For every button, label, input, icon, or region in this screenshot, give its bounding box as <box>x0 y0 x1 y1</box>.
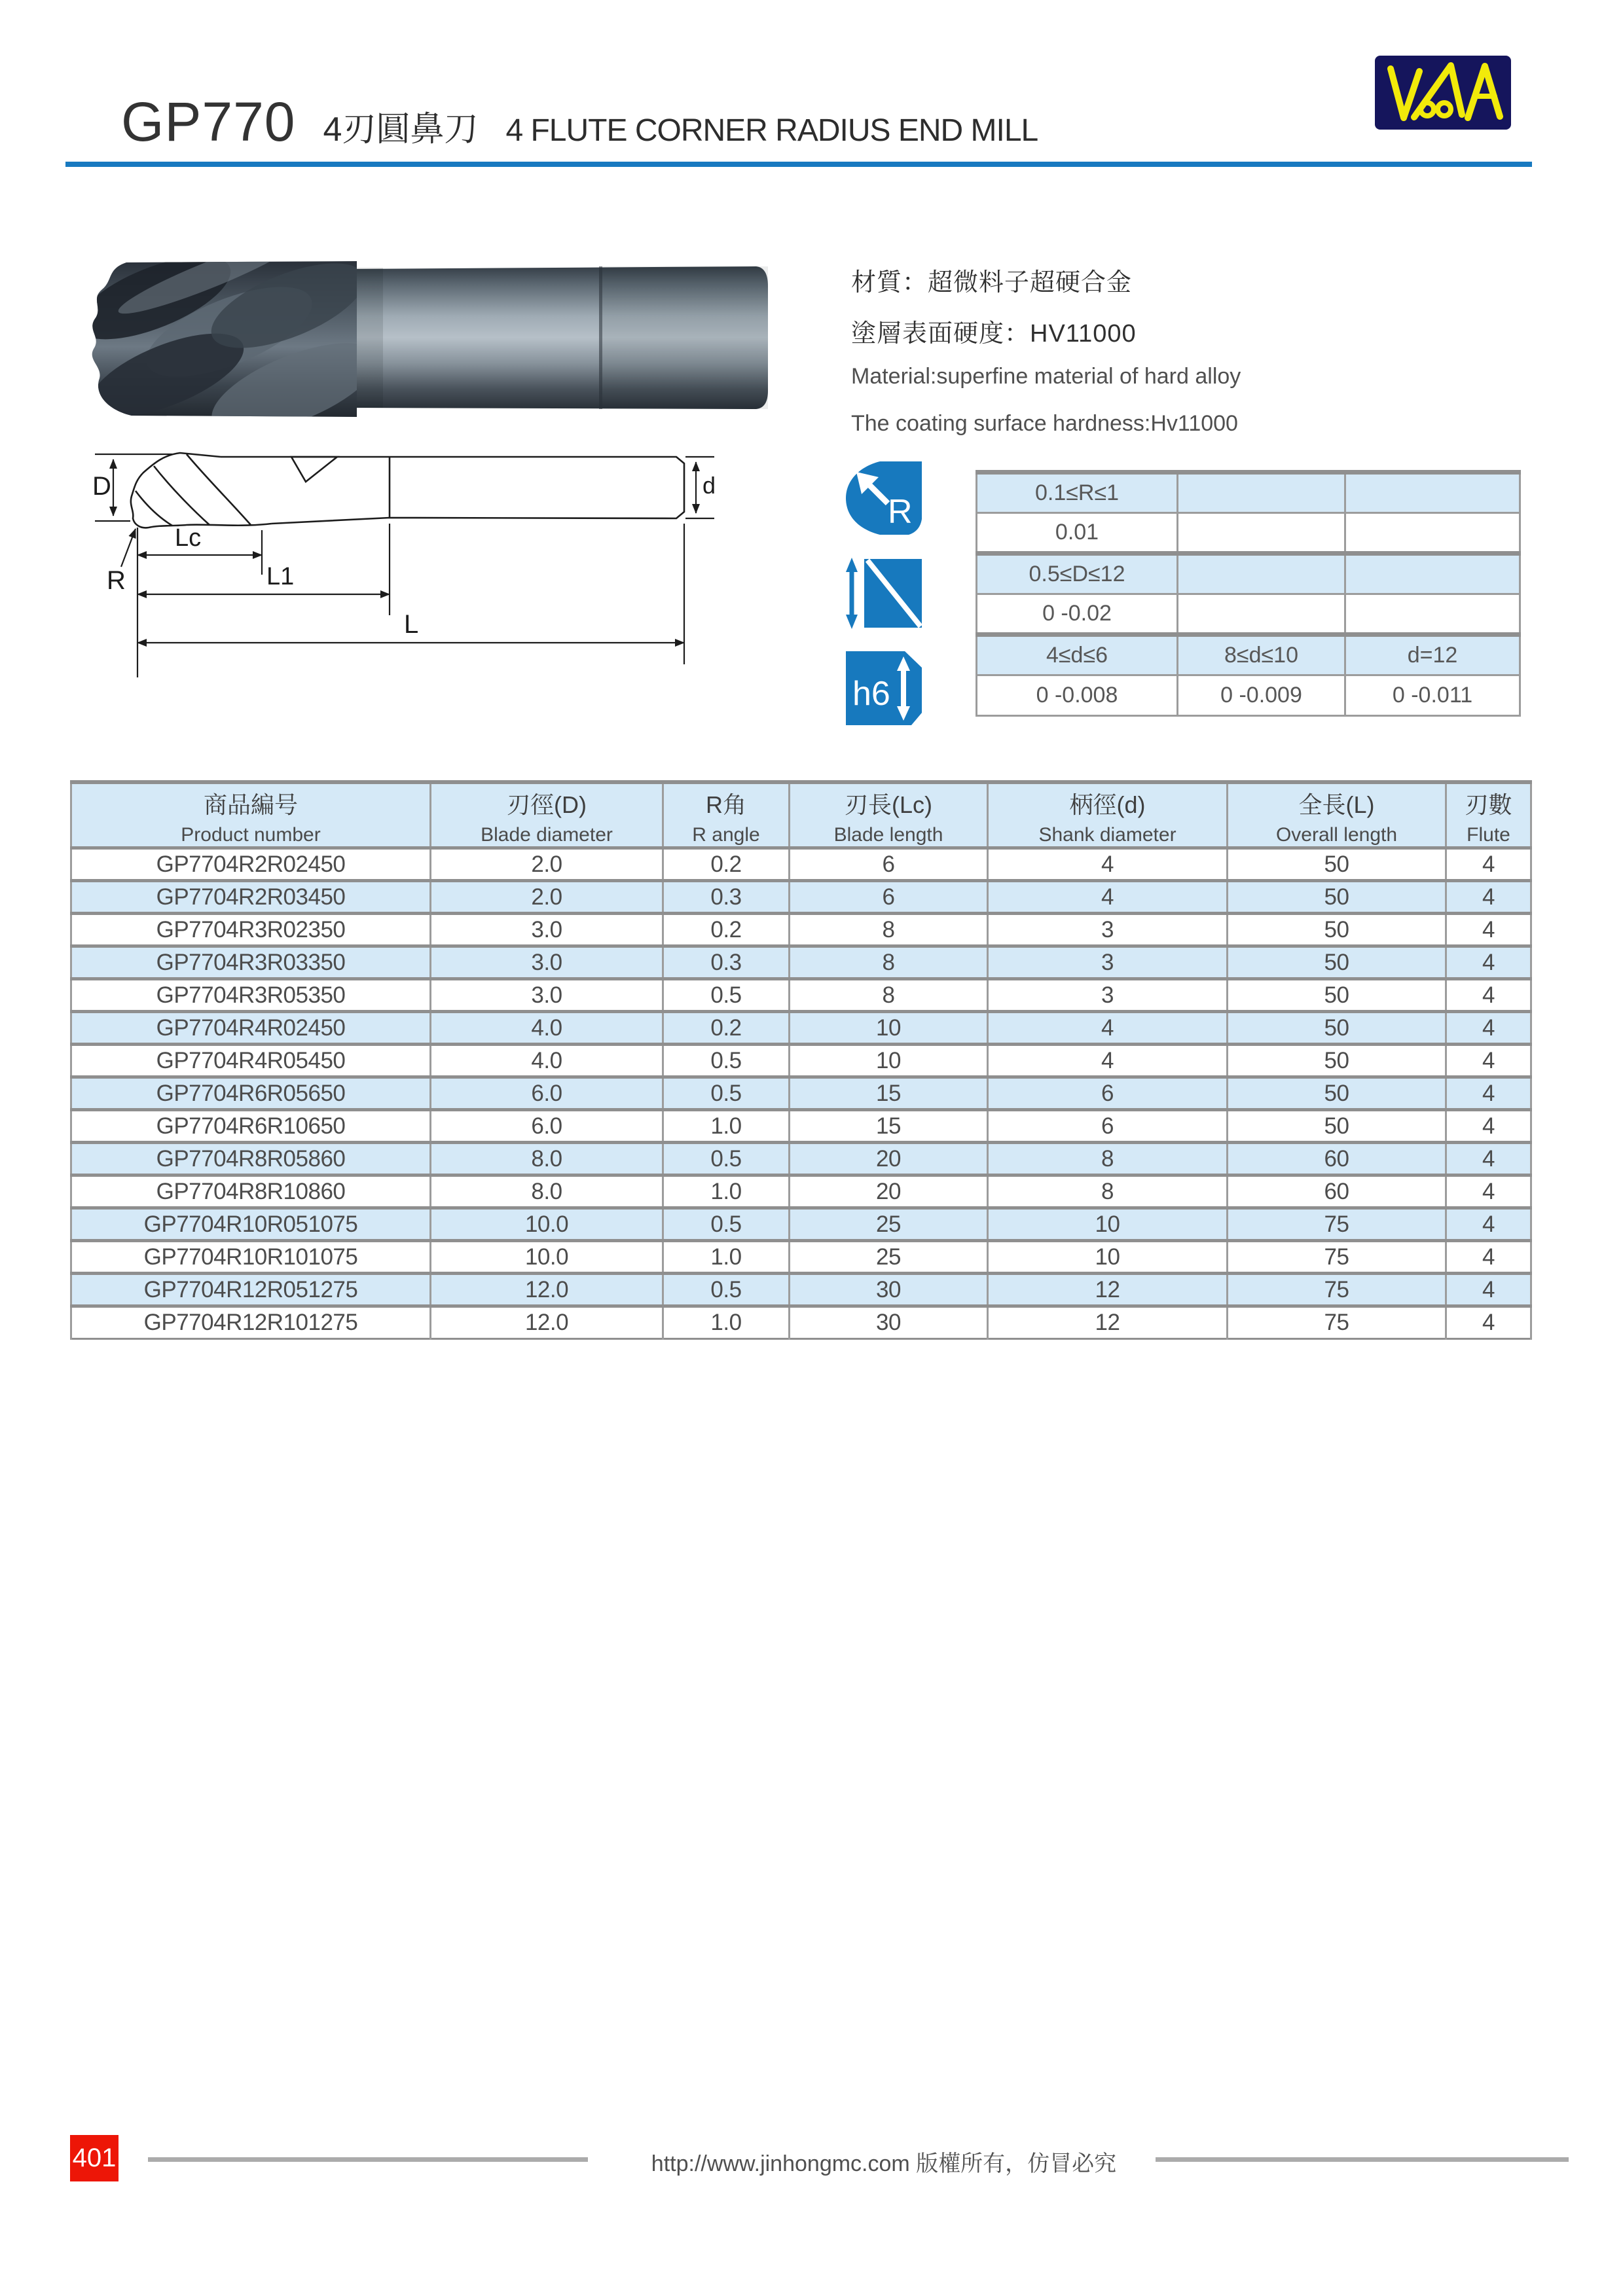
cell-flute: 4 <box>1446 1045 1531 1077</box>
tolerance-cell: d=12 <box>1345 635 1520 675</box>
cell-flute: 4 <box>1446 914 1531 946</box>
cell-shank-diameter: 8 <box>988 1143 1228 1175</box>
h6-icon <box>846 651 924 728</box>
cell-flute: 4 <box>1446 1208 1531 1241</box>
cell-r-angle: 1.0 <box>663 1110 790 1143</box>
tolerance-row <box>977 594 1520 635</box>
header-label-en: Blade length <box>833 824 943 846</box>
spec-hardness-en: The coating surface hardness:Hv11000 <box>851 411 1238 436</box>
page-header <box>121 90 1038 154</box>
cell-shank-diameter: 12 <box>988 1274 1228 1306</box>
cell-shank-diameter: 4 <box>988 881 1228 914</box>
product-table-header-cell <box>1446 782 1531 848</box>
product-table-header-cell <box>431 782 663 848</box>
spec-material-zh: 材質：超微料子超硬合金 <box>851 269 1133 296</box>
tolerance-cell: 0.5≤D≤12 <box>977 554 1178 594</box>
cell-r-angle: 0.5 <box>663 1077 790 1110</box>
tolerance-cell <box>1178 473 1345 513</box>
tolerance-cell <box>1345 554 1520 594</box>
cell-r-angle: 0.5 <box>663 1045 790 1077</box>
tolerance-cell <box>1345 594 1520 635</box>
cell-shank-diameter: 3 <box>988 979 1228 1012</box>
dimension-diagram <box>75 425 717 684</box>
cell-product-number: GP7704R4R02450 <box>71 1012 431 1045</box>
cell-r-angle: 1.0 <box>663 1175 790 1208</box>
cell-shank-diameter: 4 <box>988 848 1228 881</box>
cell-flute: 4 <box>1446 1143 1531 1175</box>
diagram-label-D: D <box>92 472 111 501</box>
copyright-text: http://www.jinhongmc.com 版權所有，仿冒必究 <box>651 2151 1117 2176</box>
table-row <box>71 848 1531 881</box>
cell-overall-length: 50 <box>1228 1077 1446 1110</box>
tolerance-row <box>977 554 1520 594</box>
tolerance-cell: 8≤d≤10 <box>1178 635 1345 675</box>
cell-r-angle: 0.2 <box>663 1012 790 1045</box>
tolerance-cell <box>1345 513 1520 554</box>
page-title: GP770 <box>121 91 296 152</box>
cell-overall-length: 60 <box>1228 1143 1446 1175</box>
header-label-zh: 全長(L) <box>1298 791 1375 818</box>
product-table-header-cell <box>790 782 988 848</box>
cell-shank-diameter: 3 <box>988 914 1228 946</box>
tolerance-cell: 0 -0.008 <box>977 675 1178 716</box>
product-table-header-row <box>71 782 1531 848</box>
header-label-en: Flute <box>1467 824 1510 846</box>
page-number-badge: 401 <box>70 2135 119 2181</box>
table-row <box>71 1241 1531 1274</box>
cell-product-number: GP7704R8R05860 <box>71 1143 431 1175</box>
cell-blade-length: 6 <box>790 881 988 914</box>
cell-r-angle: 0.3 <box>663 881 790 914</box>
cell-product-number: GP7704R6R10650 <box>71 1110 431 1143</box>
cell-shank-diameter: 8 <box>988 1175 1228 1208</box>
table-row <box>71 1045 1531 1077</box>
product-table <box>70 780 1532 1340</box>
footer-rule-left <box>148 2157 588 2162</box>
cell-flute: 4 <box>1446 1012 1531 1045</box>
cell-blade-length: 25 <box>790 1208 988 1241</box>
cell-shank-diameter: 10 <box>988 1208 1228 1241</box>
product-photo <box>75 252 776 429</box>
header-label-en: Blade diameter <box>481 824 613 846</box>
cell-blade-length: 8 <box>790 979 988 1012</box>
cell-product-number: GP7704R6R05650 <box>71 1077 431 1110</box>
cell-overall-length: 75 <box>1228 1241 1446 1274</box>
cell-blade-diameter: 2.0 <box>431 848 663 881</box>
cell-overall-length: 50 <box>1228 848 1446 881</box>
cell-blade-length: 10 <box>790 1012 988 1045</box>
table-row <box>71 1012 1531 1045</box>
header-label-en: Overall length <box>1275 824 1398 846</box>
cell-flute: 4 <box>1446 1077 1531 1110</box>
cell-overall-length: 50 <box>1228 979 1446 1012</box>
diagram-label-Lc: Lc <box>175 524 202 552</box>
tolerance-cell <box>1178 594 1345 635</box>
header-label-zh: 刃數 <box>1465 791 1512 818</box>
cell-blade-length: 25 <box>790 1241 988 1274</box>
cell-blade-diameter: 3.0 <box>431 946 663 979</box>
header-divider <box>65 162 1532 167</box>
cell-blade-length: 8 <box>790 914 988 946</box>
header-label-zh: 刃徑(D) <box>507 791 587 818</box>
table-row <box>71 1274 1531 1306</box>
table-row <box>71 1208 1531 1241</box>
cell-blade-diameter: 12.0 <box>431 1274 663 1306</box>
page-subtitle-en: 4 FLUTE CORNER RADIUS END MILL <box>505 113 1038 148</box>
cell-flute: 4 <box>1446 1306 1531 1339</box>
cell-blade-length: 15 <box>790 1110 988 1143</box>
cell-blade-length: 30 <box>790 1306 988 1339</box>
cell-overall-length: 50 <box>1228 1110 1446 1143</box>
cell-overall-length: 50 <box>1228 914 1446 946</box>
spec-material-en: Material:superfine material of hard alloy <box>851 364 1241 389</box>
cell-shank-diameter: 4 <box>988 1012 1228 1045</box>
cell-overall-length: 50 <box>1228 1045 1446 1077</box>
diameter-icon <box>846 556 922 634</box>
cell-r-angle: 0.2 <box>663 848 790 881</box>
h6-icon-label: h6 <box>852 675 890 713</box>
diagram-label-L: L <box>404 610 419 639</box>
header-label-zh: 柄徑(d) <box>1069 791 1146 818</box>
table-row <box>71 881 1531 914</box>
cell-shank-diameter: 12 <box>988 1306 1228 1339</box>
cell-shank-diameter: 3 <box>988 946 1228 979</box>
table-row <box>71 979 1531 1012</box>
tolerance-row <box>977 473 1520 513</box>
tolerance-table <box>976 470 1521 717</box>
cell-blade-diameter: 8.0 <box>431 1143 663 1175</box>
cell-product-number: GP7704R2R02450 <box>71 848 431 881</box>
cell-blade-length: 10 <box>790 1045 988 1077</box>
cell-flute: 4 <box>1446 1110 1531 1143</box>
cell-blade-length: 6 <box>790 848 988 881</box>
cell-blade-diameter: 6.0 <box>431 1077 663 1110</box>
tolerance-cell: 0.01 <box>977 513 1178 554</box>
header-label-zh: 刃長(Lc) <box>845 791 932 818</box>
cell-overall-length: 75 <box>1228 1306 1446 1339</box>
cell-overall-length: 75 <box>1228 1208 1446 1241</box>
header-label-en: R angle <box>692 824 760 846</box>
cell-overall-length: 50 <box>1228 946 1446 979</box>
table-row <box>71 1143 1531 1175</box>
cell-flute: 4 <box>1446 979 1531 1012</box>
tolerance-cell <box>1178 513 1345 554</box>
cell-product-number: GP7704R2R03450 <box>71 881 431 914</box>
cell-shank-diameter: 6 <box>988 1077 1228 1110</box>
cell-blade-diameter: 10.0 <box>431 1208 663 1241</box>
product-table-header-cell <box>663 782 790 848</box>
cell-flute: 4 <box>1446 946 1531 979</box>
table-row <box>71 1175 1531 1208</box>
cell-r-angle: 1.0 <box>663 1241 790 1274</box>
cell-product-number: GP7704R3R03350 <box>71 946 431 979</box>
cell-product-number: GP7704R3R05350 <box>71 979 431 1012</box>
cell-r-angle: 1.0 <box>663 1306 790 1339</box>
cell-flute: 4 <box>1446 881 1531 914</box>
page-subtitle-zh: 4刃圓鼻刀 <box>323 111 479 149</box>
brand-logo-icon <box>1375 56 1511 130</box>
tolerance-cell <box>1345 473 1520 513</box>
spec-hardness-zh: 塗層表面硬度：HV11000 <box>851 320 1137 348</box>
cell-flute: 4 <box>1446 1241 1531 1274</box>
diagram-label-R: R <box>107 566 126 595</box>
header-label-en: Product number <box>181 824 321 846</box>
cell-r-angle: 0.5 <box>663 979 790 1012</box>
cell-blade-diameter: 6.0 <box>431 1110 663 1143</box>
tolerance-cell: 0 -0.02 <box>977 594 1178 635</box>
cell-blade-diameter: 2.0 <box>431 881 663 914</box>
cell-blade-diameter: 3.0 <box>431 979 663 1012</box>
cell-blade-length: 20 <box>790 1175 988 1208</box>
cell-blade-diameter: 4.0 <box>431 1045 663 1077</box>
brand-logo <box>1375 56 1511 130</box>
cell-blade-diameter: 3.0 <box>431 914 663 946</box>
radius-icon-label: R <box>888 493 913 531</box>
cell-shank-diameter: 4 <box>988 1045 1228 1077</box>
cell-overall-length: 50 <box>1228 1012 1446 1045</box>
cell-product-number: GP7704R10R101075 <box>71 1241 431 1274</box>
tolerance-row <box>977 635 1520 675</box>
diagram-label-L1: L1 <box>266 563 295 590</box>
tolerance-row <box>977 675 1520 716</box>
cell-blade-diameter: 4.0 <box>431 1012 663 1045</box>
cell-r-angle: 0.5 <box>663 1208 790 1241</box>
tolerance-cell <box>1178 554 1345 594</box>
cell-shank-diameter: 6 <box>988 1110 1228 1143</box>
tolerance-row <box>977 513 1520 554</box>
cell-product-number: GP7704R3R02350 <box>71 914 431 946</box>
product-table-header-cell <box>1228 782 1446 848</box>
cell-shank-diameter: 10 <box>988 1241 1228 1274</box>
cell-blade-diameter: 12.0 <box>431 1306 663 1339</box>
cell-blade-diameter: 10.0 <box>431 1241 663 1274</box>
cell-product-number: GP7704R12R051275 <box>71 1274 431 1306</box>
cell-product-number: GP7704R10R051075 <box>71 1208 431 1241</box>
tolerance-cell: 0.1≤R≤1 <box>977 473 1178 513</box>
tolerance-cell: 0 -0.009 <box>1178 675 1345 716</box>
cell-blade-length: 8 <box>790 946 988 979</box>
cell-product-number: GP7704R4R05450 <box>71 1045 431 1077</box>
cell-flute: 4 <box>1446 1274 1531 1306</box>
diagram-label-d: d <box>702 472 716 499</box>
table-row <box>71 1077 1531 1110</box>
cell-r-angle: 0.5 <box>663 1143 790 1175</box>
header-label-zh: R角 <box>706 791 746 818</box>
product-table-header-cell <box>71 782 431 848</box>
cell-overall-length: 60 <box>1228 1175 1446 1208</box>
table-row <box>71 946 1531 979</box>
cell-blade-length: 20 <box>790 1143 988 1175</box>
cell-product-number: GP7704R12R101275 <box>71 1306 431 1339</box>
header-label-en: Shank diameter <box>1038 824 1176 846</box>
cell-r-angle: 0.3 <box>663 946 790 979</box>
cell-blade-length: 30 <box>790 1274 988 1306</box>
table-row <box>71 1110 1531 1143</box>
cell-overall-length: 75 <box>1228 1274 1446 1306</box>
table-row <box>71 914 1531 946</box>
tolerance-cell: 0 -0.011 <box>1345 675 1520 716</box>
radius-icon <box>846 461 922 538</box>
cell-r-angle: 0.5 <box>663 1274 790 1306</box>
header-label-zh: 商品編号 <box>203 791 298 818</box>
table-row <box>71 1306 1531 1339</box>
cell-flute: 4 <box>1446 1175 1531 1208</box>
footer-rule-right <box>1156 2157 1569 2162</box>
tolerance-cell: 4≤d≤6 <box>977 635 1178 675</box>
cell-flute: 4 <box>1446 848 1531 881</box>
cell-blade-diameter: 8.0 <box>431 1175 663 1208</box>
cell-blade-length: 15 <box>790 1077 988 1110</box>
cell-product-number: GP7704R8R10860 <box>71 1175 431 1208</box>
cell-overall-length: 50 <box>1228 881 1446 914</box>
product-table-header-cell <box>988 782 1228 848</box>
cell-r-angle: 0.2 <box>663 914 790 946</box>
